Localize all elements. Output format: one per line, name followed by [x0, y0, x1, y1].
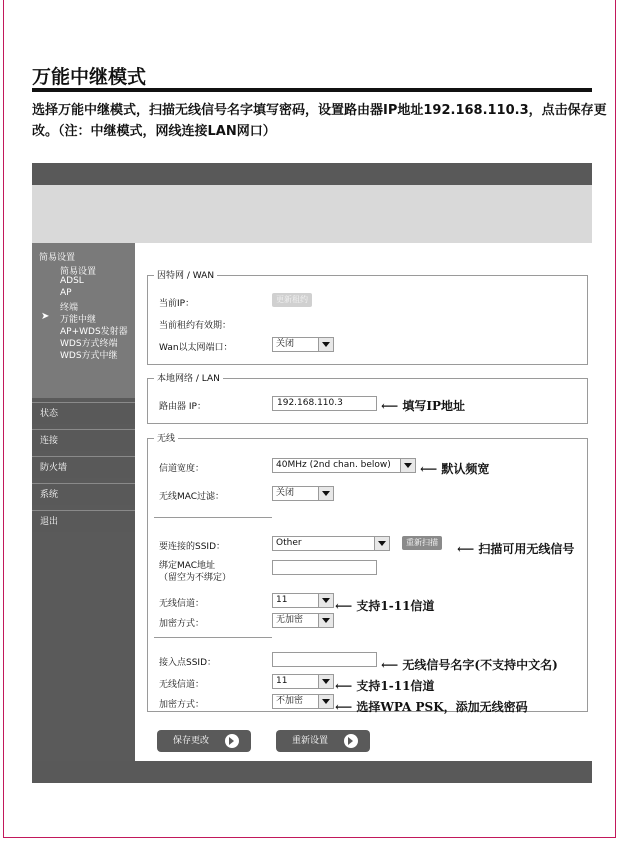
current-ip-label: 当前IP： [159, 299, 195, 309]
annotation-ssid-name: ⟵ 无线信号名字(不支持中文名) [381, 658, 558, 672]
arrow-right-icon [344, 734, 358, 748]
intro-text: 选择万能中继模式，扫描无线信号名字填写密码，设置路由器IP地址192.168.110.3，点击保存更改。（注：中继模式，网线连接LAN网口） [32, 103, 607, 139]
sidebar-item-status[interactable]: 状态 [32, 402, 135, 424]
sidebar-item-ap[interactable]: AP [60, 288, 72, 298]
sidebar-item-logout[interactable]: 退出 [32, 510, 135, 532]
lease-time-label: 当前租约有效期： [159, 321, 232, 331]
wan-port-label: Wan以太网端口： [159, 343, 233, 353]
router-ip-input[interactable]: 192.168.110.3 [272, 396, 377, 411]
heading-rule [32, 88, 592, 92]
renew-lease-button[interactable]: 更新租约 [272, 293, 312, 307]
annotation-channel-1: ⟵ 支持1-11信道 [335, 599, 435, 613]
annotation-scan-signal: ⟵ 扫描可用无线信号 [457, 542, 575, 556]
encryption-select[interactable] [272, 613, 334, 628]
reset-button-label: 重新设置 [292, 736, 329, 746]
ssid-value: Other [276, 538, 302, 548]
bandwidth-value: 40MHz (2nd chan. below) [276, 460, 391, 470]
rescan-button[interactable]: 重新扫描 [402, 536, 442, 550]
sidebar-item-system[interactable]: 系统 [32, 483, 135, 505]
mac-filter-value: 关闭 [276, 488, 295, 498]
wan-group [147, 271, 588, 365]
encryption-value: 无加密 [276, 615, 304, 625]
top-bar [32, 163, 592, 185]
sidebar-item-connection[interactable]: 连接 [32, 429, 135, 451]
bottom-bar [32, 761, 592, 783]
bind-mac-input[interactable] [272, 560, 377, 575]
current-arrow-icon: ➤ [41, 311, 50, 322]
wan-legend: 因特网 / WAN [154, 268, 217, 281]
chevron-down-icon [374, 537, 389, 550]
channel-value-2: 11 [276, 676, 288, 686]
arrow-right-icon [225, 734, 239, 748]
chevron-down-icon [318, 594, 333, 607]
channel-select[interactable] [272, 593, 334, 608]
channel-value: 11 [276, 595, 288, 605]
divider [154, 517, 272, 518]
ap-ssid-label: 接入点SSID： [159, 658, 217, 668]
chevron-down-icon [318, 338, 333, 351]
simple-setup-menu [32, 243, 135, 398]
mac-filter-select[interactable] [272, 486, 334, 501]
wan-port-value: 关闭 [276, 339, 295, 349]
channel-label-2: 无线信道： [159, 680, 205, 690]
bind-mac-label: 绑定MAC地址 [159, 561, 216, 571]
annotation-default-bandwidth: ⟵ 默认频宽 [420, 462, 490, 476]
bandwidth-select[interactable] [272, 458, 416, 473]
wireless-legend: 无线 [154, 431, 178, 444]
channel-select-2[interactable] [272, 674, 334, 689]
page-heading: 万能中继模式 [32, 66, 147, 88]
sidebar-item-ap-wds[interactable]: AP+WDS发射器 [60, 327, 128, 337]
chevron-down-icon [318, 695, 333, 708]
router-ip-label: 路由器 IP： [159, 402, 206, 412]
lan-legend: 本地网络 / LAN [154, 371, 223, 384]
bind-mac-hint: （留空为不绑定） [159, 573, 232, 583]
wan-port-select[interactable] [272, 337, 334, 352]
divider [154, 637, 272, 638]
encryption-value-2: 不加密 [276, 696, 304, 706]
ap-ssid-input[interactable] [272, 652, 377, 667]
chevron-down-icon [400, 459, 415, 472]
lan-group [147, 374, 588, 424]
chevron-down-icon [318, 614, 333, 627]
chevron-down-icon [318, 487, 333, 500]
ssid-label: 要连接的SSID： [159, 542, 226, 552]
sidebar-item-simple[interactable]: 简易设置 [60, 267, 97, 277]
encryption-select-2[interactable] [272, 694, 334, 709]
sidebar-item-client[interactable]: 终端 [60, 303, 79, 313]
sidebar-head-simple[interactable]: 简易设置 [39, 253, 76, 263]
sidebar-item-universal-repeater[interactable]: 万能中继 [60, 315, 97, 325]
channel-label: 无线信道： [159, 599, 205, 609]
sidebar-item-wds-client[interactable]: WDS方式终端 [60, 339, 118, 349]
save-button[interactable] [157, 730, 251, 752]
sidebar-item-wds-repeater[interactable]: WDS方式中继 [60, 351, 118, 361]
encryption-label-2: 加密方式： [159, 700, 205, 710]
bandwidth-label: 信道宽度： [159, 464, 205, 474]
mac-filter-label: 无线MAC过滤： [159, 492, 225, 502]
annotation-channel-2: ⟵ 支持1-11信道 [335, 679, 435, 693]
sidebar [32, 243, 135, 761]
annotation-select-wpa: ⟵ 选择WPA PSK，添加无线密码 [335, 700, 528, 714]
ssid-select[interactable] [272, 536, 390, 551]
sidebar-item-adsl[interactable]: ADSL [60, 276, 84, 286]
reset-button[interactable] [276, 730, 370, 752]
encryption-label: 加密方式： [159, 619, 205, 629]
save-button-label: 保存更改 [173, 736, 210, 746]
sidebar-item-firewall[interactable]: 防火墙 [32, 456, 135, 478]
chevron-down-icon [318, 675, 333, 688]
router-admin-screenshot [32, 163, 592, 783]
annotation-fill-ip: ⟵ 填写IP地址 [381, 399, 466, 413]
